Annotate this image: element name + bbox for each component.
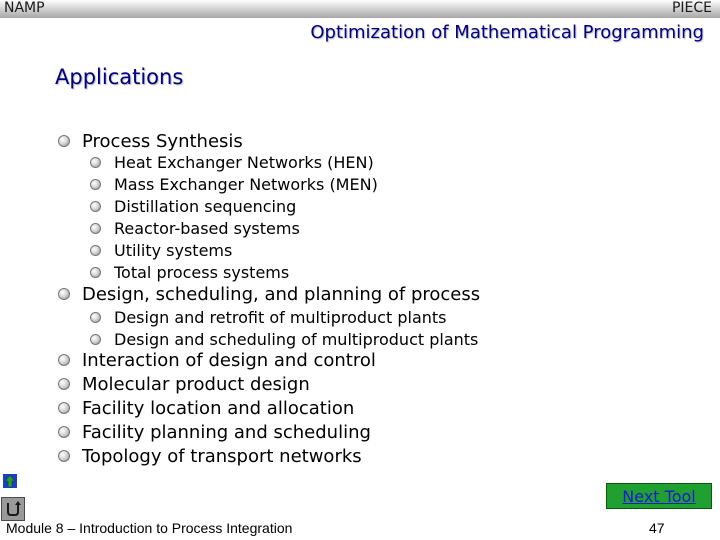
up-arrow-icon [2,473,18,489]
bullet-text: Interaction of design and control [82,349,376,371]
sub-bullet-text: Mass Exchanger Networks (MEN) [114,174,378,194]
sub-bullet-reactor [90,217,300,239]
footer-module-label: Module 8 – Introduction to Process Integration [6,520,293,536]
header-left-label: NAMP [4,0,45,16]
bullet-text: Process Synthesis [82,130,243,152]
page-number: 47 [649,520,665,536]
sub-bullet-scheduling [90,328,478,350]
bullet-facility-planning [58,420,371,444]
bullet-icon [58,288,70,300]
slide-header-subtitle: Optimization of Mathematical Programming [310,22,704,43]
bullet-icon [58,378,70,390]
sub-bullet-text: Design and retrofit of multiproduct plants [114,307,447,327]
next-tool-link[interactable]: Next Tool [606,483,712,509]
bullet-design-scheduling [58,282,480,306]
bullet-text: Topology of transport networks [82,445,362,467]
bullet-transport-networks [58,444,362,468]
slide-title: Applications [55,65,184,89]
top-banner [0,0,720,18]
sub-bullet-text: Reactor-based systems [114,218,300,238]
bullet-icon [58,354,70,366]
bullet-facility-location [58,396,354,420]
bullet-icon [90,157,101,168]
sub-bullet-text: Utility systems [114,240,233,260]
header-right-label: PIECE [671,0,712,16]
bullet-icon [90,201,101,212]
bullet-icon [90,245,101,256]
bullet-icon [58,402,70,414]
bullet-icon [90,312,101,323]
sub-bullet-hen [90,151,374,173]
bullet-text: Molecular product design [82,373,310,395]
bullet-icon [58,135,70,147]
bullet-icon [90,334,101,345]
bullet-design-control [58,348,376,372]
bullet-icon [90,223,101,234]
bullet-text: Design, scheduling, and planning of process [82,283,481,305]
bullet-molecular-design [58,372,310,396]
bullet-icon [58,450,70,462]
bullet-text: Facility location and allocation [82,397,355,419]
bullet-icon [58,426,70,438]
bullet-icon [90,267,101,278]
up-arrow-button[interactable] [1,472,19,490]
bullet-icon [90,179,101,190]
sub-bullet-men [90,173,378,195]
sub-bullet-utility [90,239,232,261]
sub-bullet-distillation [90,195,296,217]
sub-bullet-total [90,261,289,283]
bullet-text: Facility planning and scheduling [82,421,371,443]
return-arrow-icon [4,500,22,518]
bullet-process-synthesis [58,129,243,153]
sub-bullet-text: Design and scheduling of multiproduct plants [114,329,479,349]
sub-bullet-text: Heat Exchanger Networks (HEN) [114,152,374,172]
sub-bullet-text: Distillation sequencing [114,196,297,216]
sub-bullet-text: Total process systems [114,262,290,282]
return-button[interactable] [1,497,25,521]
sub-bullet-retrofit [90,306,447,328]
